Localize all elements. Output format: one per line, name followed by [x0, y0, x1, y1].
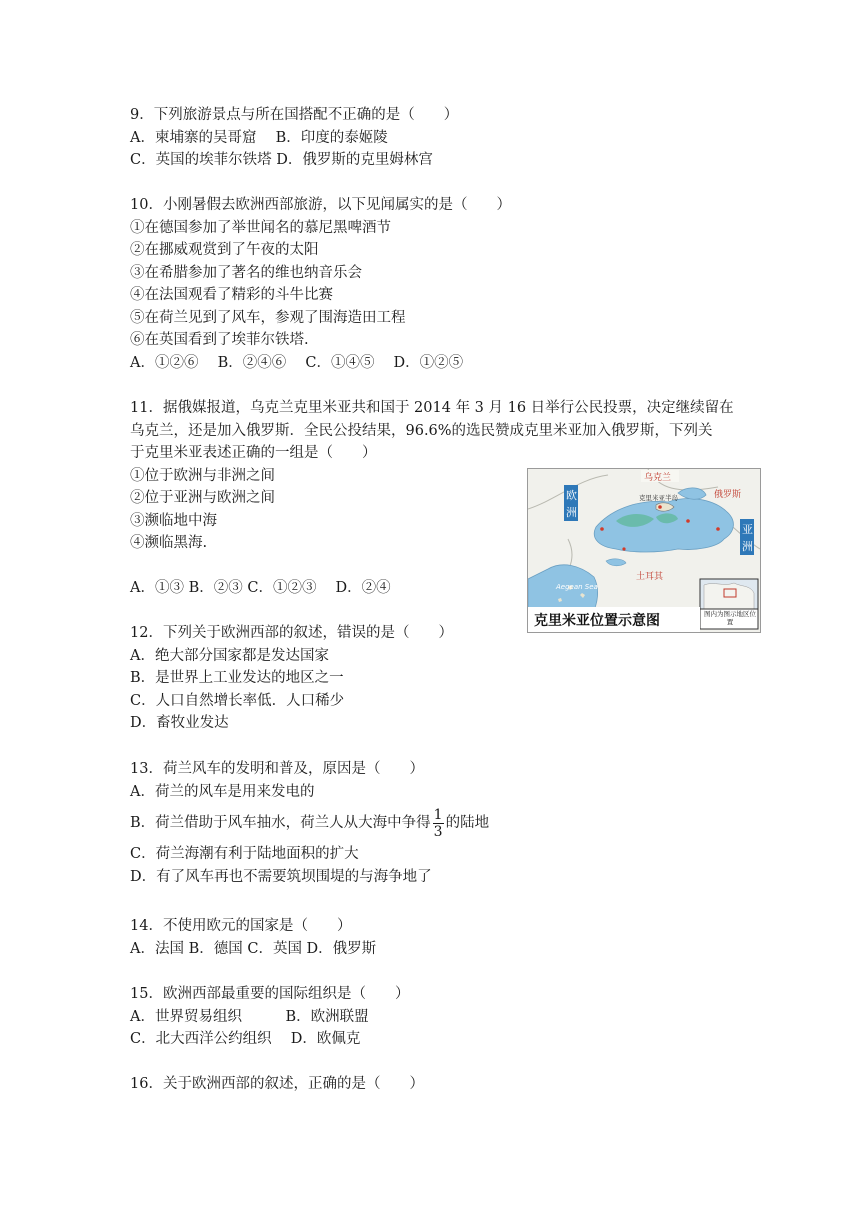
question-15 — [130, 983, 750, 1051]
question-12-option-b: B．是世界上工业发达的地区之一 — [130, 670, 344, 686]
question-15-stem: 15．欧洲西部最重要的国际组织是（ ） — [130, 986, 410, 1002]
question-12-stem: 12．下列关于欧洲西部的叙述，错误的是（ ） — [130, 625, 453, 641]
map-label-europe-1: 欧 — [566, 489, 577, 502]
question-10-item: ⑥在英国看到了埃菲尔铁塔. — [130, 332, 309, 348]
question-11-options: A．①③ B．②③ C．①②③ D．②④ — [130, 579, 391, 596]
map-label-crimea: 克里米亚半岛 — [639, 494, 678, 502]
question-10-options: A．①②⑥ B．②④⑥ C．①④⑤ D．①②⑤ — [130, 354, 464, 371]
question-13-option-c: C．荷兰海潮有利于陆地面积的扩大 — [130, 846, 359, 862]
question-15-options-cd: C．北大西洋公约组织 D．欧佩克 — [130, 1031, 361, 1047]
question-11-item: ②位于亚洲与欧洲之间 — [130, 490, 275, 506]
map-label-ukraine: 乌克兰 — [644, 473, 672, 483]
question-14-options: A．法国 B．德国 C．英国 D．俄罗斯 — [130, 940, 377, 957]
map-label-asia-1: 亚 — [742, 523, 753, 536]
question-11-stem-line3: 于克里米亚表述正确的一组是（ ） — [130, 445, 377, 461]
map-label-turkey: 土耳其 — [636, 572, 664, 582]
question-11-stem-line1: 11．据俄媒报道，乌克兰克里米亚共和国于 2014 年 3 月 16 日举行公民投票，决定继续留在 — [130, 400, 734, 416]
question-9 — [130, 104, 750, 172]
question-10-item: ⑤在荷兰见到了风车，参观了围海造田工程 — [130, 309, 406, 326]
map-label-europe-2: 洲 — [566, 506, 577, 519]
fraction-one-third: $\frac{1}{3}$ — [433, 806, 443, 840]
map-label-aegean: Aegean Sea — [556, 583, 598, 591]
question-11-stem-line2: 乌克兰，还是加入俄罗斯．全民公投结果，96.6%的选民赞成克里米亚加入俄罗斯，下列关 — [130, 422, 713, 439]
question-14 — [130, 915, 750, 960]
question-13-option-b — [130, 803, 750, 843]
question-12-option-d: D．畜牧业发达 — [130, 715, 229, 731]
crimea-location-map — [527, 468, 761, 633]
map-label-asia-2: 洲 — [742, 540, 753, 553]
question-16-stem: 16．关于欧洲西部的叙述，正确的是（ ） — [130, 1076, 424, 1092]
question-13-option-b-suffix: 的陆地 — [445, 815, 490, 831]
question-9-options-cd: C．英国的埃菲尔铁塔 D．俄罗斯的克里姆林宫 — [130, 152, 433, 168]
question-10-item: ④在法国观看了精彩的斗牛比赛 — [130, 287, 333, 303]
question-11-item: ④濒临黑海. — [130, 535, 208, 551]
map-title: 克里米亚位置示意图 — [534, 613, 660, 629]
question-11-item: ③濒临地中海 — [130, 512, 217, 529]
question-14-stem: 14．不使用欧元的国家是（ ） — [130, 918, 352, 934]
map-label-russia: 俄罗斯 — [714, 490, 742, 500]
question-10-item: ②在挪威观赏到了午夜的太阳 — [130, 242, 319, 258]
question-9-stem: 9．下列旅游景点与所在国搭配不正确的是（ ） — [130, 107, 459, 123]
question-13-option-d: D．有了风车再也不需要筑坝围堤的与海争地了 — [130, 868, 432, 885]
question-16 — [130, 1073, 750, 1096]
question-15-options-ab: A．世界贸易组织 B．欧洲联盟 — [130, 1008, 369, 1025]
question-13-option-a: A．荷兰的风车是用来发电的 — [130, 783, 315, 800]
question-13-stem: 13．荷兰风车的发明和普及，原因是（ ） — [130, 761, 424, 777]
question-13 — [130, 758, 750, 888]
question-12-option-c: C．人口自然增长率低．人口稀少 — [130, 692, 345, 709]
question-10-item: ③在希腊参加了著名的维也纳音乐会 — [130, 264, 362, 281]
question-10-stem: 10．小刚暑假去欧洲西部旅游，以下见闻属实的是（ ） — [130, 197, 511, 213]
question-10 — [130, 194, 750, 374]
question-12 — [130, 622, 750, 735]
map-inset-note: 图内为图示地区位置 — [704, 610, 756, 626]
question-10-item: ①在德国参加了举世闻名的慕尼黑啤酒节 — [130, 219, 391, 236]
question-11-item: ①位于欧洲与非洲之间 — [130, 467, 275, 484]
question-9-options-ab: A．柬埔寨的吴哥窟 B．印度的泰姬陵 — [130, 129, 388, 146]
question-12-option-a: A．绝大部分国家都是发达国家 — [130, 647, 329, 664]
question-13-option-b-text: B．荷兰借助于风车抽水，荷兰人从大海中争得 — [130, 815, 431, 831]
